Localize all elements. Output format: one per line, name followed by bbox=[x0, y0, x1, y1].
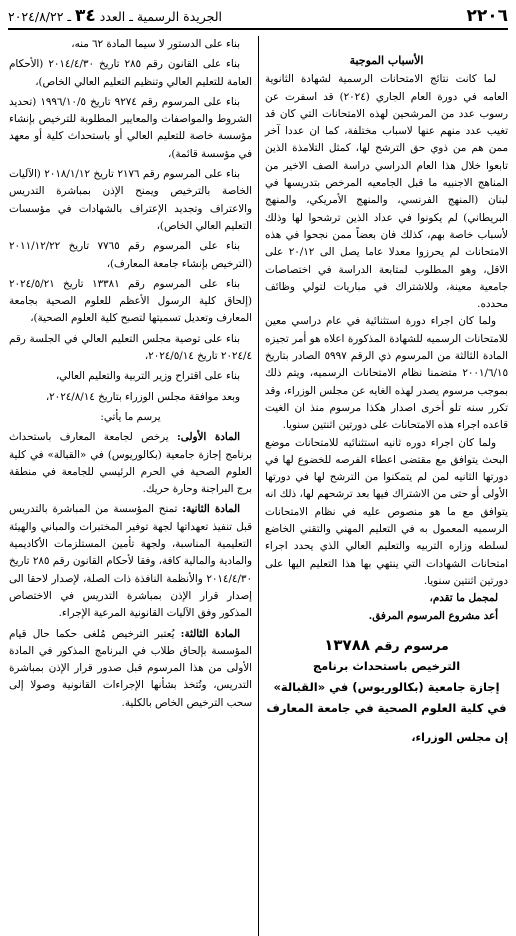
decrees-line: يرسم ما يأتي: bbox=[100, 410, 161, 423]
gazette-name: الجريدة الرسمية ـ العدد bbox=[99, 9, 223, 24]
page-header bbox=[8, 4, 508, 30]
article-3-label: المادة الثالثة: bbox=[180, 627, 240, 640]
columns bbox=[8, 36, 508, 936]
decree-title-1: الترخيص باستحداث برنامج bbox=[312, 658, 461, 673]
article-3-text: يُعتبر الترخيص مُلغى حكما حال قيام المؤسسة بإلحاق طلاب في البرنامج المذكور في المادة الأولى من هذا المرسوم قبل صدور قرار الإذن بمباشرة التدريس، وتُتخذ بشأنها الإجراءات القانونية وصولا إلى سحب الترخيص الخاص بالكلية. bbox=[9, 627, 252, 709]
article-3 bbox=[9, 626, 252, 712]
closing-line-2: أعد مشروع المرسوم المرفق. bbox=[368, 609, 498, 622]
reasons-paragraph-1: لما كانت نتائج الامتحانات الرسمية لشهادة الثانوية العامه في دورة العام الجاري (٢٠٢٤) قد اسفرت عن رسوب عدد من المرشحين لهذه الامتحانات التي كان قد تغيب عدد منهم عنها لاسباب مختلفة، كما ان عددا آخر ممن هم من ذوي حق الترشح لها، كمثل التلامذة الذين تابعوا خلال هذا العام الدراسي دراسة الصف الاخير من المناهج الاجنبيه ما قبل الجامعيه المرخص بتدريسها في لبنان (المنهج الفرنسي، والمنهج الأمريكي، والمنهج البريطاني) لم يكونوا في عداد الذين ترشحوا لها وذلك لأسباب خاصة بهم، كذلك فان بعضاً ممن نجحوا في هذه الامتحانات لم يحرزوا معدلا عاما يصل الى ٢٠/١٢ على الاقل، وهو المطلوب لمتابعة الدراسة في اختصاصات جامعية معينة، وللاشتراك في مباريات لتولي وظائف محدده. bbox=[265, 73, 508, 311]
decree-title-3: في كلية العلوم الصحية في جامعة المعارف bbox=[266, 700, 507, 715]
gazette-issue-line bbox=[8, 6, 222, 26]
reference-item: بناء على المرسوم رقم ٩٢٧٤ تاريخ ١٩٩٦/١٠/٥ (تحديد الشروط والمواصفات والمعايير المطلوبة للترخيص بإنشاء مؤسسة خاصة للتعليم العالي أو باستحداث كلية أو معهد في مؤسسة قائمة)، bbox=[9, 95, 252, 160]
reasons-paragraph-2: ولما كان اجراء دورة استثنائية في عام دراسي معين للامتحانات الرسميه للشهادة المذكورة اعلاه هو أمر تجيزه المادة الثالثة من المرسوم ذي الرقم ٥٩٩٧ الصادر بتاريخ ٢٠٠١/٦/١٥ متضمنا نظام الامتحانات الرسميه، ويتم ذلك بموجب مرسوم يصدر لهذه الغايه عن مجلس الوزراء، وقد تكرر سنه تلو أخرى اصدار هكذا مرسوم منذ ان الغيت قاعده اجراء هذه الامتحانات على دورتين اثنتين سنويا. bbox=[265, 315, 509, 432]
reference-item: بناء على اقتراح وزير التربية والتعليم العالي، bbox=[55, 370, 240, 383]
decree-number: ١٣٧٨٨ bbox=[324, 635, 371, 654]
issue-number: ٣٤ bbox=[75, 6, 96, 26]
reference-item: بناء على المرسوم رقم ٢١٧٦ تاريخ ٢٠١٨/١/١٢ (الآليات الخاصة بالترخيص ويمنح الإذن بمباشرة التدريس والاعتراف وتجديد الإعتراف بالشهادات في مؤسسات التعليم العالي الخاص)، bbox=[9, 168, 252, 232]
decree-title-2: إجازة جامعية (بكالوريوس) في «القبالة» bbox=[273, 679, 500, 694]
article-1-text: يرخص لجامعة المعارف باستحداث برنامج إجازة جامعية (بكالوريوس) في «القبالة» في كلية العلوم الصحية في الحرم الرئيسي للجامعة في منطقة برج البراجنة وحارة حريك. bbox=[9, 431, 252, 496]
column-divider bbox=[258, 36, 259, 936]
reference-item: بناء على المرسوم رقم ٧٧٦٥ تاريخ ٢٠١١/١٢/٢٢ (الترخيص بإنشاء جامعة المعارف)، bbox=[9, 240, 252, 270]
reasons-paragraph-3: ولما كان اجراء دوره ثانيه استثنائيه للامتحانات موضع البحث يتوافق مع مقتضى اعطاء الفرصه للخضوع لها في دورتها الثانيه لمن لم يتمكنوا من الترشح لها في دورتها الأولى أو حتى من الاشتراك فيها بعد ترشحهم لها، ذلك انه يتوافق مع ما هو منصوص عليه في نظام الامتحانات الرسميه المعمول به في التعليم المهني والتقني الخاضع لسلطه وزاره التربيه والتعليم العالي الذي يحدد اجراء امتحانات الشهادات التي ينتهي بها هذا التعليم اليها على دورتين اثنتين سنويا. bbox=[265, 436, 508, 587]
article-2-text: تمنح المؤسسة من المباشرة بالتدريس قبل تنفيذ تعهداتها لجهة توفير المختبرات والمباني والهيئة التعليمية المناسبة، ولجهة تأمين المستلزمات الأكاديمية والمادية والمالية كافة، وفقا لأحكام القانون رقم ٢٨٥ تاريخ ٢٠١٤/٤/٣٠ والأنظمة النافذة ذات الصلة، لإصدار لاحقا الى إصدار قرار الإذن بمباشرة التدريس في الاختصاص المذكور وفق الآليات القانونية المرعية الإجراء. bbox=[9, 503, 253, 620]
reference-item: بناء على الدستور لا سيما المادة ٦٢ منه، bbox=[71, 38, 240, 50]
decree-label: مرسوم رقم bbox=[374, 637, 449, 653]
reference-item: بناء على توصية مجلس التعليم العالي في الجلسة رقم ٢٠٢٤/٤ تاريخ ٢٠٢٤/٥/١٤، bbox=[9, 332, 252, 363]
article-1-label: المادة الأولى: bbox=[177, 431, 240, 444]
section-title: الأسباب الموجبة bbox=[349, 54, 424, 67]
decree-heading bbox=[265, 635, 508, 656]
article-2-label: المادة الثانية: bbox=[182, 503, 240, 516]
council-of-ministers-line: إن مجلس الوزراء، bbox=[411, 730, 508, 744]
issue-date: ـ ٢٠٢٤/٨/٢٢ bbox=[8, 9, 72, 24]
page-number: ٢٢٠٦ bbox=[466, 6, 508, 26]
reference-item: بناء على القانون رقم ٢٨٥ تاريخ ٢٠١٤/٤/٣٠ (الأحكام العامة للتعليم العالي وتنظيم التعليم العالي الخاص)، bbox=[9, 58, 252, 88]
article-1 bbox=[9, 429, 252, 498]
reference-item: بناء على المرسوم رقم ١٣٣٨١ تاريخ ٢٠٢٤/٥/٢١ (إلحاق كلية الرسول الأعظم للعلوم الصحية بجامعة المعارف وتعديل تسميتها لتصبح كلية العلوم الصحية)، bbox=[9, 277, 252, 325]
reference-item: وبعد موافقة مجلس الوزراء بتاريخ ٢٠٢٤/٨/١٤، bbox=[45, 390, 240, 403]
closing-line-1: لمجمل ما تقدم، bbox=[429, 592, 498, 605]
left-column bbox=[9, 36, 252, 936]
right-column bbox=[265, 36, 508, 936]
article-2 bbox=[9, 501, 252, 622]
